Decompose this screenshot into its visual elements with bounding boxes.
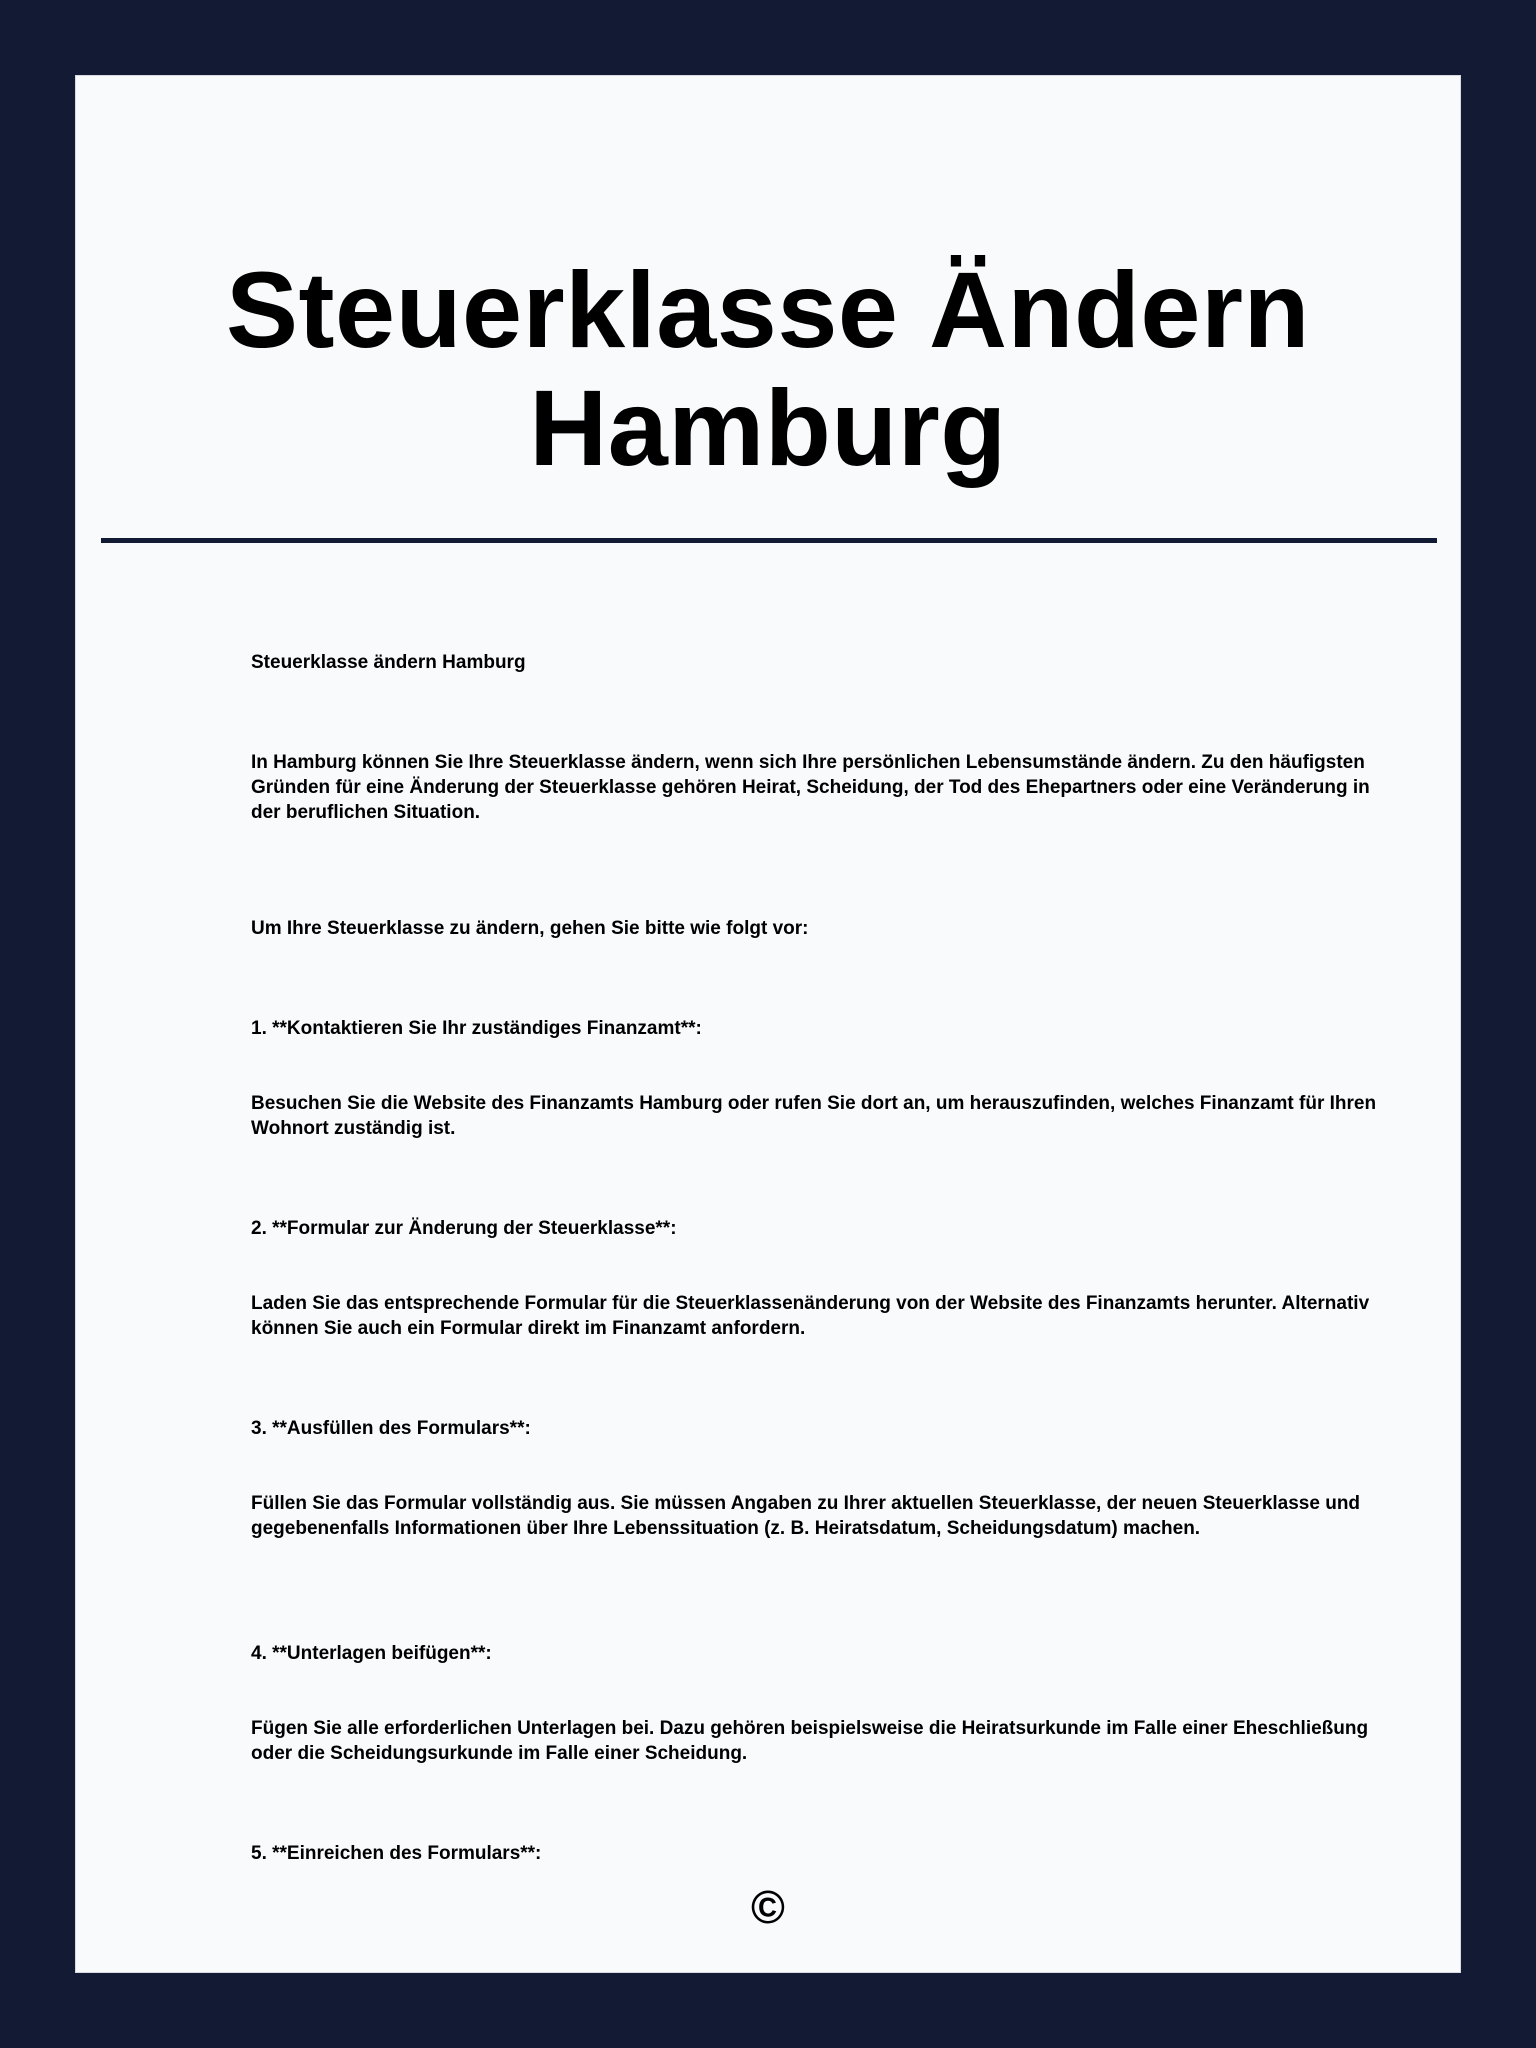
step-2-text: Laden Sie das entsprechende Formular für die Steuerklassenänderung von der Website des Finanzamts herunter. Alternativ können Sie auch ein Formular direkt im Finanzamt anfordern. bbox=[251, 1293, 1370, 1339]
step-4-heading: 4. **Unterlagen beifügen**: bbox=[251, 1643, 492, 1664]
step-4-text: Fügen Sie alle erforderlichen Unterlagen bei. Dazu gehören beispielsweise die Heiratsurkunde im Falle einer Eheschließung oder die Scheidungsurkunde im Falle einer Scheidung. bbox=[251, 1718, 1369, 1764]
document-page bbox=[75, 75, 1461, 1973]
step-5-heading: 5. **Einreichen des Formulars**: bbox=[251, 1843, 542, 1864]
step-1-heading: 1. **Kontaktieren Sie Ihr zuständiges Finanzamt**: bbox=[251, 1018, 702, 1039]
title-divider bbox=[101, 538, 1437, 543]
title-line-1: Steuerklasse Ändern bbox=[226, 249, 1310, 370]
intro-heading: Steuerklasse ändern Hamburg bbox=[251, 652, 526, 673]
copyright-icon: © bbox=[751, 1881, 785, 1933]
step-3-heading: 3. **Ausfüllen des Formulars**: bbox=[251, 1418, 531, 1439]
page-title bbox=[76, 251, 1460, 487]
intro-paragraph: In Hamburg können Sie Ihre Steuerklasse ändern, wenn sich Ihre persönlichen Lebensumstände ändern. Zu den häufigsten Gründen für eine Änderung der Steuerklasse gehören Heirat, Scheidung, der Tod des Ehepartners oder eine Veränderung in der beruflichen Situation. bbox=[251, 752, 1370, 823]
steps-intro: Um Ihre Steuerklasse zu ändern, gehen Sie bitte wie folgt vor: bbox=[251, 918, 809, 939]
step-3-text: Füllen Sie das Formular vollständig aus. Sie müssen Angaben zu Ihrer aktuellen Steuerklasse, der neuen Steuerklasse und gegebenenfalls Informationen über Ihre Lebenssituation (z. B. Heiratsdatum, Scheidungsdatum) machen. bbox=[251, 1493, 1361, 1539]
step-1-text: Besuchen Sie die Website des Finanzamts Hamburg oder rufen Sie dort an, um herauszufinden, welches Finanzamt für Ihren Wohnort zuständig ist. bbox=[251, 1093, 1377, 1139]
title-line-2: Hamburg bbox=[529, 367, 1007, 488]
step-2-heading: 2. **Formular zur Änderung der Steuerklasse**: bbox=[251, 1218, 677, 1239]
